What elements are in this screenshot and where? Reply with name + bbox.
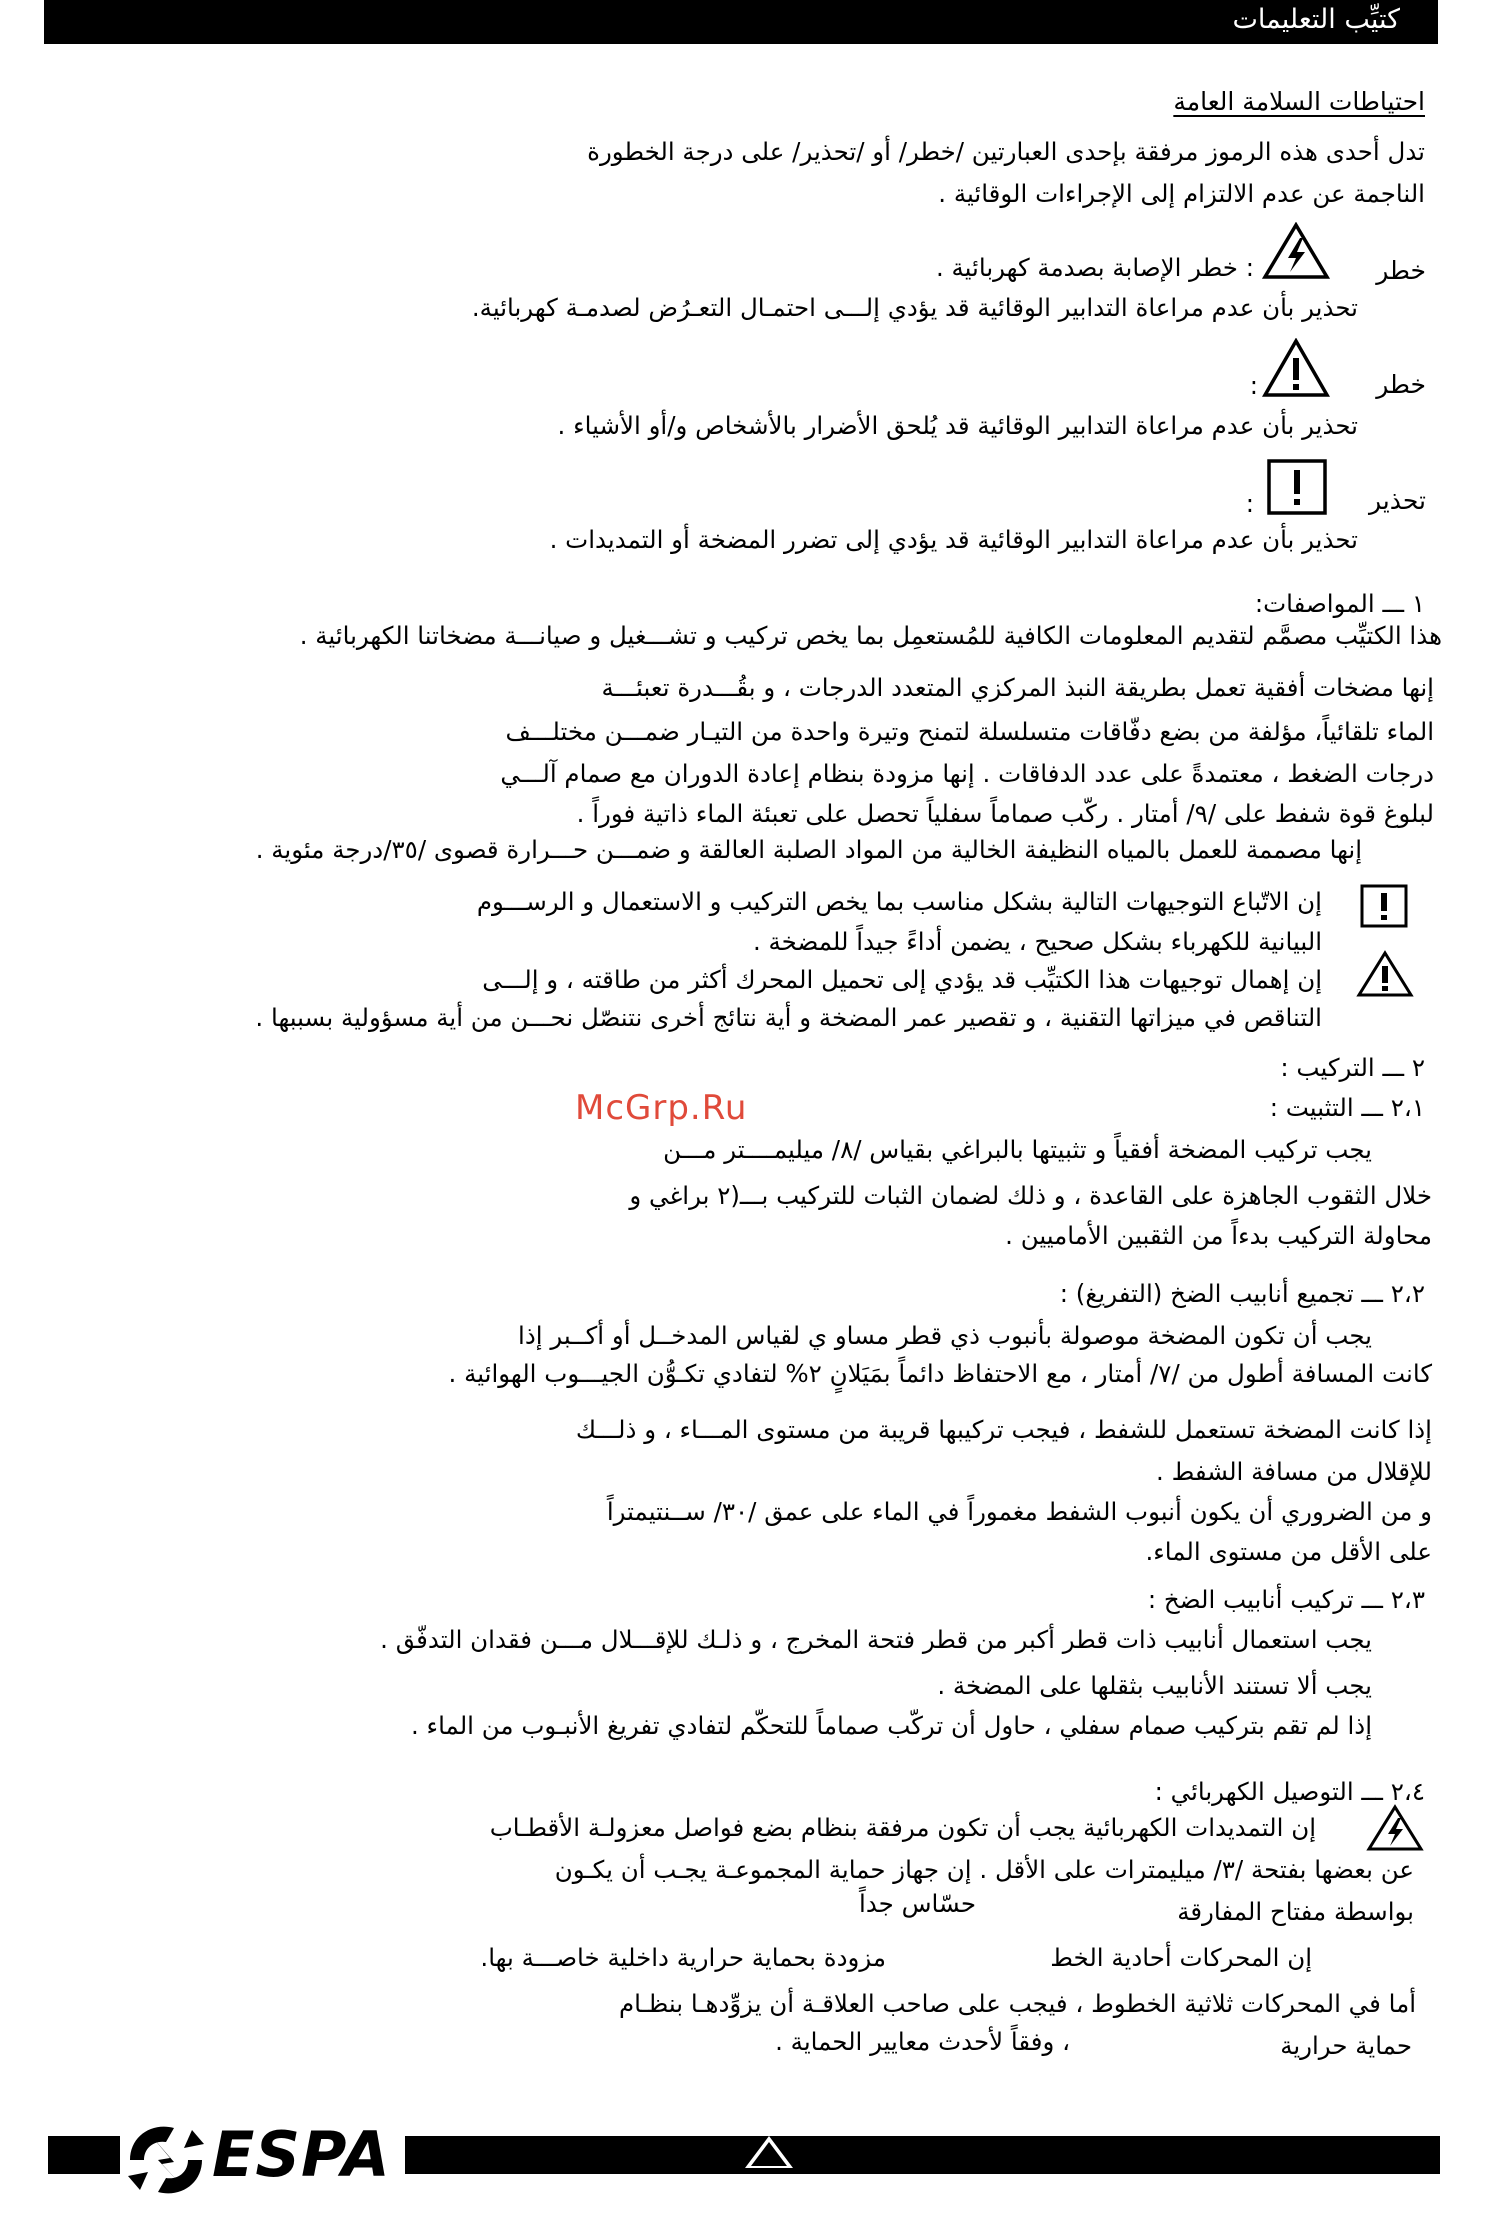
pipes-line-1: يجب استعمال أنابيب ذات قطر أكبر من قطر فتحة المخرج ، و ذلـك للإقـــلال مـــن فقدان التدفّق . xyxy=(380,1625,1372,1654)
sym3-line-2: تحذير بأن عدم مراعاة التدابير الوقائية قد يؤدي إلى تضرر المضخة أو التمديدات . xyxy=(549,525,1358,554)
specs-heading: ١ ـــ المواصفات: xyxy=(1254,589,1425,618)
electrical-line-3a: بواسطة مفتاح المفارقة xyxy=(1177,1897,1414,1926)
electrical-line-2: عن بعضها بفتحة /٣/ ميليمترات على الأقل . إن جهاز حماية المجموعـة يجـب أن يكـون xyxy=(554,1855,1414,1884)
note-exclamation-icon xyxy=(1360,884,1408,932)
discharge-line-4: للإقلال من مسافة الشفط . xyxy=(1156,1457,1432,1486)
electrical-line-6b: ، وفقاً لأحدث معايير الحماية . xyxy=(775,2027,1070,2056)
page-marker-icon xyxy=(741,2132,797,2174)
caution-label: تحذير xyxy=(1369,486,1426,515)
pipes-line-2: يجب ألا تستند الأنابيب بثقلها على المضخة . xyxy=(937,1671,1372,1700)
fix-line-3: محاولة التركيب بدءاً من الثقبين الأماميين . xyxy=(1005,1221,1432,1250)
electrical-line-5: أما في المحركات ثلاثية الخطوط ، فيجب على صاحب العلاقـة أن يزوِّدهـا بنظـام xyxy=(618,1989,1416,2018)
electrical-heading: ٢،٤ ـــ التوصيل الكهربائي : xyxy=(1154,1777,1425,1806)
electrical-line-6a: حماية حرارية xyxy=(1280,2031,1412,2060)
espa-logo-icon xyxy=(118,2112,214,2212)
document-title: كتيِّب التعليمات xyxy=(1232,4,1400,35)
specs-line-1: هذا الكتيِّب مصمَّم لتقديم المعلومات الكافية للمُستعمِل بما يخص تركيب و تشـــغيل و صيانـــة مضخاتنا الكهربائية . xyxy=(299,621,1442,650)
safety-heading: احتياطات السلامة العامة xyxy=(1173,87,1425,116)
sym2-line-2: تحذير بأن عدم مراعاة التدابير الوقائية قد يُلحق الأضرار بالأشخاص و/أو الأشياء . xyxy=(557,411,1358,440)
note-line-1: إن الاتّباع التوجيهات التالية بشكل مناسب بما يخص التركيب و الاستعمال و الرســـوم xyxy=(476,887,1322,916)
sym1-line-2: تحذير بأن عدم مراعاة التدابير الوقائية قد يؤدي إلـــى احتمـال التعـرُض لصدمـة كهربائية. xyxy=(471,293,1358,322)
warning-hazard-icon xyxy=(1262,338,1330,402)
watermark-text: McGrp.Ru xyxy=(575,1088,748,1128)
footer-bar-left xyxy=(48,2136,120,2174)
discharge-line-2: كانت المسافة أطول من /٧/ أمتار ، مع الاحتفاظ دائماً بمَيَلانٍ ٢% لتفادي تكـوُّن الجيـــوب الهوائية . xyxy=(448,1359,1432,1388)
electrical-line-1: إن التمديدات الكهربائية يجب أن تكون مرفقة بنظام بضع فواصل معزولـة الأقطـاب xyxy=(489,1813,1316,1842)
electric-warning-icon xyxy=(1366,1804,1424,1856)
discharge-line-5: و من الضروري أن يكون أنبوب الشفط مغموراً في الماء على عمق /٣٠/ ســنتيمتراً xyxy=(606,1497,1432,1526)
discharge-line-1: يجب أن تكون المضخة موصولة بأنبوب ذي قطر مساو ي لقياس المدخــل أو أكــبر إذا xyxy=(518,1321,1372,1350)
footer-bar-right xyxy=(405,2136,1440,2174)
note-warning-icon xyxy=(1356,950,1414,1002)
electric-hazard-icon xyxy=(1262,222,1330,284)
header-bar xyxy=(44,0,1438,44)
sym3-line-1: : xyxy=(1245,489,1254,518)
sym2-line-1: : xyxy=(1249,371,1258,400)
fix-line-1: يجب تركيب المضخة أفقياً و تثبيتها بالبراغي بقياس /٨/ ميليمــــتر مـــن xyxy=(663,1135,1372,1164)
danger-label-1: خطر xyxy=(1376,256,1426,285)
caution-exclamation-icon xyxy=(1266,458,1328,520)
note-line-4: التناقص في ميزاتها التقنية ، و تقصير عمر المضخة و أية نتائج أخرى نتنصّل نحـــن من أية مسؤولية بسببها . xyxy=(255,1003,1322,1032)
fix-line-2: خلال الثقوب الجاهزة على القاعدة ، و ذلك لضمان الثبات للتركيب بـــ(٢ براغي و xyxy=(629,1181,1432,1210)
discharge-line-6: على الأقل من مستوى الماء. xyxy=(1145,1537,1432,1566)
note-line-2: البيانية للكهرباء بشكل صحيح ، يضمن أداءً جيداً للمضخة . xyxy=(752,927,1322,956)
brand-name: ESPA xyxy=(212,2118,391,2191)
pipes-line-3: إذا لم تقم بتركيب صمام سفلي ، حاول أن تركّب صماماً للتحكّم لتفادي تفريغ الأنبـوب من الماء . xyxy=(410,1711,1372,1740)
electrical-line-4a: إن المحركات أحادية الخط xyxy=(1050,1943,1312,1972)
safety-intro-2: الناجمة عن عدم الالتزام إلى الإجراءات الوقائية . xyxy=(938,179,1425,208)
discharge-heading: ٢،٢ ـــ تجميع أنابيب الضخ (التفريغ) : xyxy=(1059,1279,1425,1308)
electrical-line-3b: حسّاس جداً xyxy=(859,1889,976,1918)
electrical-line-4b: مزودة بحماية حرارية داخلية خاصـــة بها. xyxy=(480,1943,886,1972)
specs-line-2: إنها مضخات أفقية تعمل بطريقة النبذ المركزي المتعدد الدرجات ، و بقُـــدرة تعبئـــة xyxy=(601,673,1434,702)
sym1-line-1: : خطر الإصابة بصدمة كهربائية . xyxy=(935,253,1254,282)
discharge-line-3: إذا كانت المضخة تستعمل للشفط ، فيجب تركيبها قريبة من مستوى المـــاء ، و ذلـــك xyxy=(575,1415,1432,1444)
safety-intro-1: تدل أحدى هذه الرموز مرفقة بإحدى العبارتين /خطر/ أو /تحذير/ على درجة الخطورة xyxy=(587,137,1425,166)
danger-label-2: خطر xyxy=(1376,370,1426,399)
specs-line-3: الماء تلقائياً، مؤلفة من بضع دفّاقات متسلسلة لتمنح وتيرة واحدة من التيـار ضمـــن مختلـــف xyxy=(505,717,1434,746)
specs-line-5: لبلوغ قوة شفط على /٩/ أمتار . ركّب صماماً سفلياً تحصل على تعبئة الماء ذاتية فوراً . xyxy=(576,799,1434,828)
note-line-3: إن إهمال توجيهات هذا الكتيِّب قد يؤدي إلى تحميل المحرك أكثر من طاقته ، و إلـــى xyxy=(482,965,1322,994)
install-fix-heading: ٢،١ ـــ التثبيت : xyxy=(1269,1093,1425,1122)
install-heading: ٢ ـــ التركيب : xyxy=(1280,1053,1425,1082)
specs-line-4: درجات الضغط ، معتمدةً على عدد الدفاقات . إنها مزودة بنظام إعادة الدوران مع صمام آلـــي xyxy=(500,759,1434,788)
pipes-heading: ٢،٣ ـــ تركيب أنابيب الضخ : xyxy=(1147,1585,1425,1614)
specs-line-6: إنها مصممة للعمل بالمياه النظيفة الخالية من المواد الصلبة العالقة و ضمـــن حـــرارة قصوى /٣٥/درجة مئوية . xyxy=(255,835,1362,864)
